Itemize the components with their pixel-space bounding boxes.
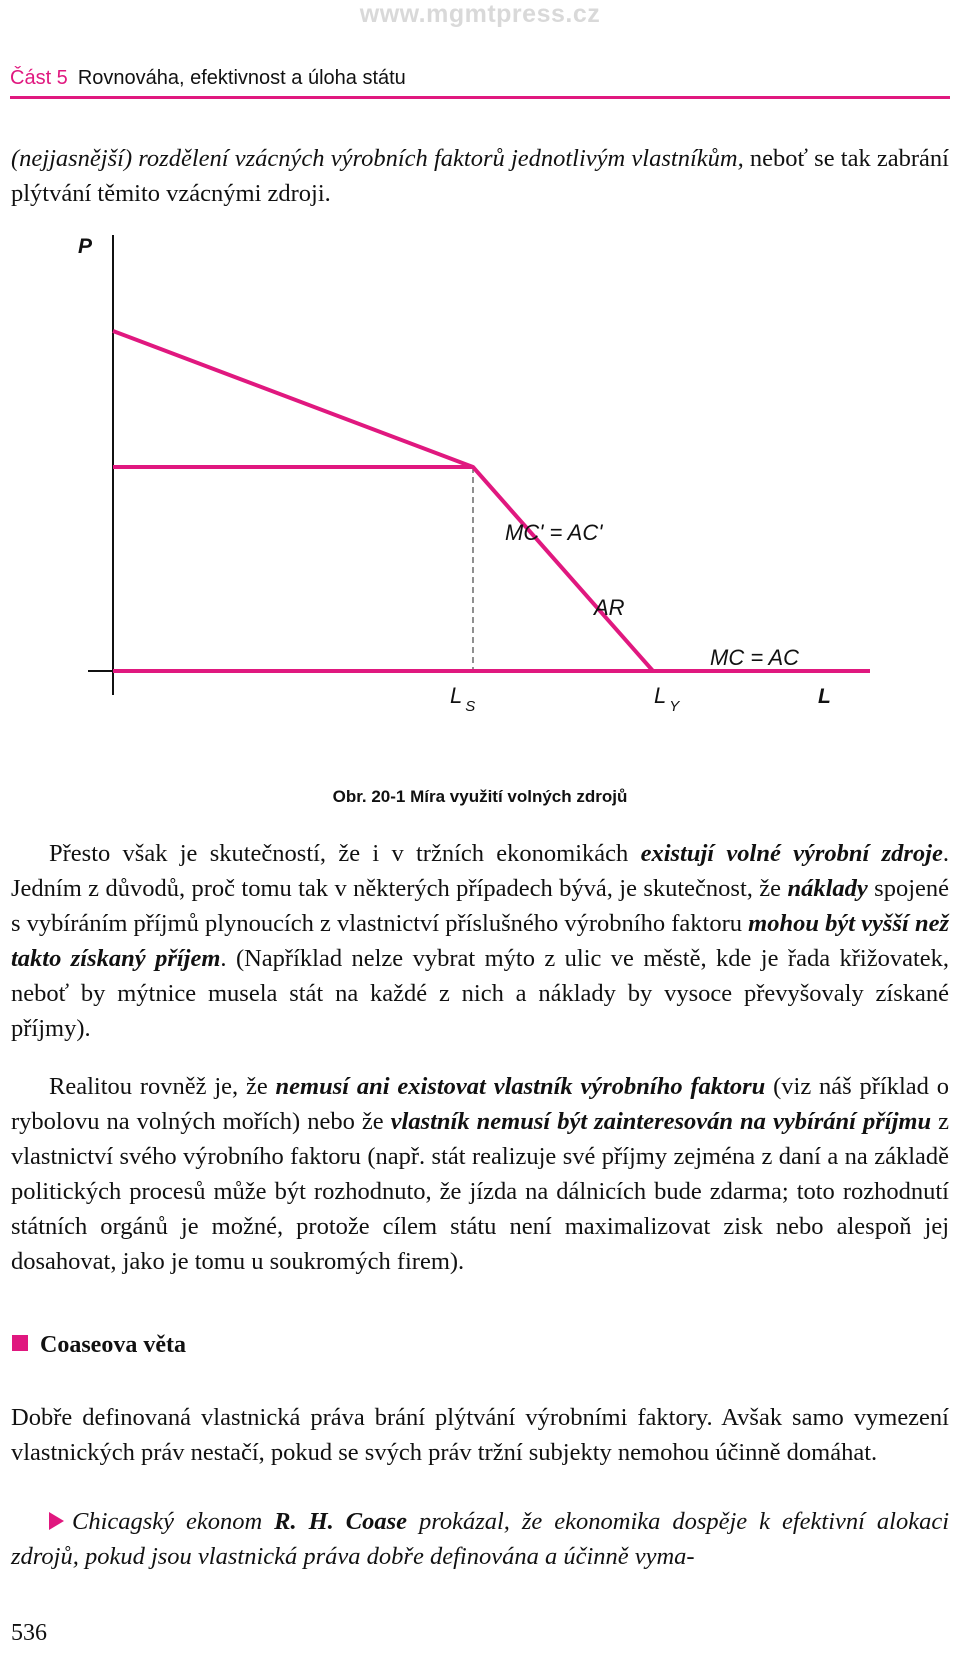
section-heading (12, 1332, 186, 1359)
emphasis: mohou být vyšší než takto získaný příjem (11, 910, 949, 972)
figure-caption: Obr. 20-1 Míra využití volných zdrojů (332, 787, 628, 806)
emphasis: existují volné výrobní zdroje (640, 840, 943, 867)
tick-label-ly (654, 683, 680, 715)
paragraph-2 (11, 1069, 949, 1279)
series-label-mc-prime: MC' = AC' (505, 520, 603, 545)
intro-text: neboť se tak zabrání plýtvání těmito vzácnými zdroji. (11, 145, 949, 207)
text-run: Chicagský ekonom (72, 1508, 275, 1535)
paragraph-1 (11, 836, 949, 1046)
tick-label-ls (450, 683, 475, 715)
series-line-ar (113, 331, 653, 671)
part-number: Část 5 (10, 67, 68, 89)
text-run: . Jedním z důvodů, proč tomu tak v některých případech bývá, je skutečnost, že (11, 840, 949, 902)
text-run: z vlastnictví svého výrobního faktoru (např. stát realizuje své příjmy zejména z daní a na základě politických procesů může být rozhodnuto, že jízda na dálnicích bude zdarma; toto rozhodnutí státních orgánů je možné, protože cílem státu není maximalizovat zisk nebo alespoň jej dosahovat, jako je tomu u soukromých firem). (11, 1108, 950, 1275)
section-title: Coaseova věta (40, 1332, 186, 1358)
page-number: 536 (11, 1620, 47, 1646)
text-run: prokázal, že ekonomika dospěje k efektivní alokaci zdrojů, pokud jsou vlastnická práva dobře definována a účinně vyma- (11, 1508, 950, 1570)
tick-label-ly-base: L (654, 683, 667, 708)
text-run: Realitou rovněž je, že (49, 1073, 276, 1100)
series-label-mc: MC = AC (710, 645, 800, 670)
tick-label-ls-base: L (450, 683, 463, 708)
emphasis: náklady (787, 875, 868, 902)
x-axis-label: L (818, 685, 831, 708)
running-header (10, 67, 406, 90)
part-title: Rovnováha, efektivnost a úloha státu (77, 67, 406, 89)
emphasis: R. H. Coase (274, 1508, 407, 1535)
square-bullet-icon (12, 1335, 28, 1351)
intro-italic: (nejjasnější) rozdělení vzácných výrobních faktorů jednotlivým vlastníkům, (11, 145, 744, 172)
figure-chart (70, 235, 870, 725)
series-label-ar: AR (594, 595, 625, 620)
tick-label-ly-sub: Y (669, 698, 680, 715)
emphasis: nemusí ani existovat vlastník výrobního faktoru (275, 1073, 766, 1100)
watermark: www.mgmtpress.cz (359, 0, 601, 28)
emphasis: vlastník nemusí být zainteresován na vybírání příjmu (390, 1108, 932, 1135)
paragraph-3: Dobře definovaná vlastnická práva brání plýtvání výrobními faktory. Avšak samo vymezení vlastnických práv nestačí, pokud se svých práv tržní subjekty nemohou účinně domáhat. (11, 1404, 949, 1466)
text-run: spojené s vybíráním příjmů plynoucích z vlastnictví příslušného výrobního faktoru (11, 875, 950, 937)
text-run: Přesto však je skutečností, že i v tržních ekonomikách (49, 840, 641, 867)
triangle-bullet-icon (49, 1512, 64, 1530)
text-run: (viz náš příklad o rybolovu na volných mořích) nebo že (11, 1073, 949, 1135)
text-run: . (Například nelze vybrat mýto z ulic ve městě, kde je řada křižovatek, neboť by mýtnice musela stát na každé z nich a náklady by vysoce převyšovaly získané příjmy). (11, 945, 949, 1042)
intro-paragraph (11, 141, 949, 211)
paragraph-4 (11, 1504, 949, 1574)
y-axis-label: P (78, 235, 93, 258)
tick-label-ls-sub: S (465, 698, 476, 715)
header-rule (10, 96, 950, 99)
